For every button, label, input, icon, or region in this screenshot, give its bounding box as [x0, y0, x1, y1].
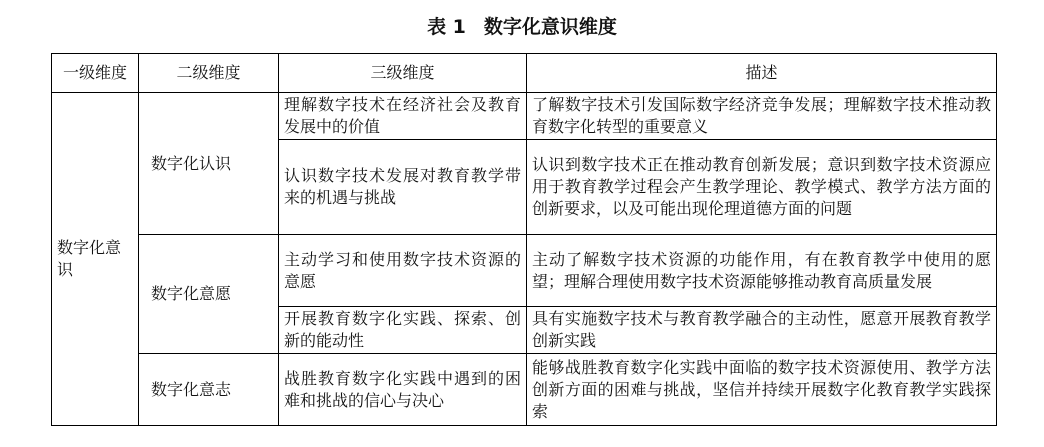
description-cell: 能够战胜教育数字化实践中面临的数字技术资源使用、教学方法创新方面的困难与挑战，坚信并持续开展数字化教育教学实践探索 — [527, 354, 997, 426]
description-cell: 具有实施数字技术与教育教学融合的主动性，愿意开展教育教学创新实践 — [527, 307, 997, 354]
level1-cell: 数字化意识 — [52, 93, 139, 426]
table-title: 数字化意识维度 — [483, 16, 617, 38]
level2-cell: 数字化认识 — [139, 93, 279, 235]
description-cell: 了解数字技术引发国际数字经济竞争发展；理解数字技术推动教育数字化转型的重要意义 — [527, 93, 997, 140]
level3-cell: 主动学习和使用数字技术资源的意愿 — [279, 235, 527, 307]
header-row — [52, 54, 997, 93]
header-level3: 三级维度 — [279, 54, 527, 93]
header-level1: 一级维度 — [52, 54, 139, 93]
level3-cell: 理解数字技术在经济社会及教育发展中的价值 — [279, 93, 527, 140]
table-number: 表 1 — [427, 16, 466, 38]
table-row — [52, 235, 997, 307]
dimension-table — [51, 53, 997, 426]
table-row — [52, 93, 997, 140]
description-cell: 主动了解数字技术资源的功能作用，有在教育教学中使用的愿望；理解合理使用数字技术资源能够推动教育高质量发展 — [527, 235, 997, 307]
description-cell: 认识到数字技术正在推动教育创新发展；意识到数字技术资源应用于教育教学过程会产生教学理论、教学模式、教学方法方面的创新要求，以及可能出现伦理道德方面的问题 — [527, 140, 997, 235]
level2-cell: 数字化意愿 — [139, 235, 279, 354]
level3-cell: 开展教育数字化实践、探索、创新的能动性 — [279, 307, 527, 354]
header-description: 描述 — [527, 54, 997, 93]
level3-cell: 认识数字技术发展对教育教学带来的机遇与挑战 — [279, 140, 527, 235]
level3-cell: 战胜教育数字化实践中遇到的困难和挑战的信心与决心 — [279, 354, 527, 426]
header-level2: 二级维度 — [139, 54, 279, 93]
level2-cell: 数字化意志 — [139, 354, 279, 426]
table-row — [52, 354, 997, 426]
table-caption — [0, 12, 1044, 39]
